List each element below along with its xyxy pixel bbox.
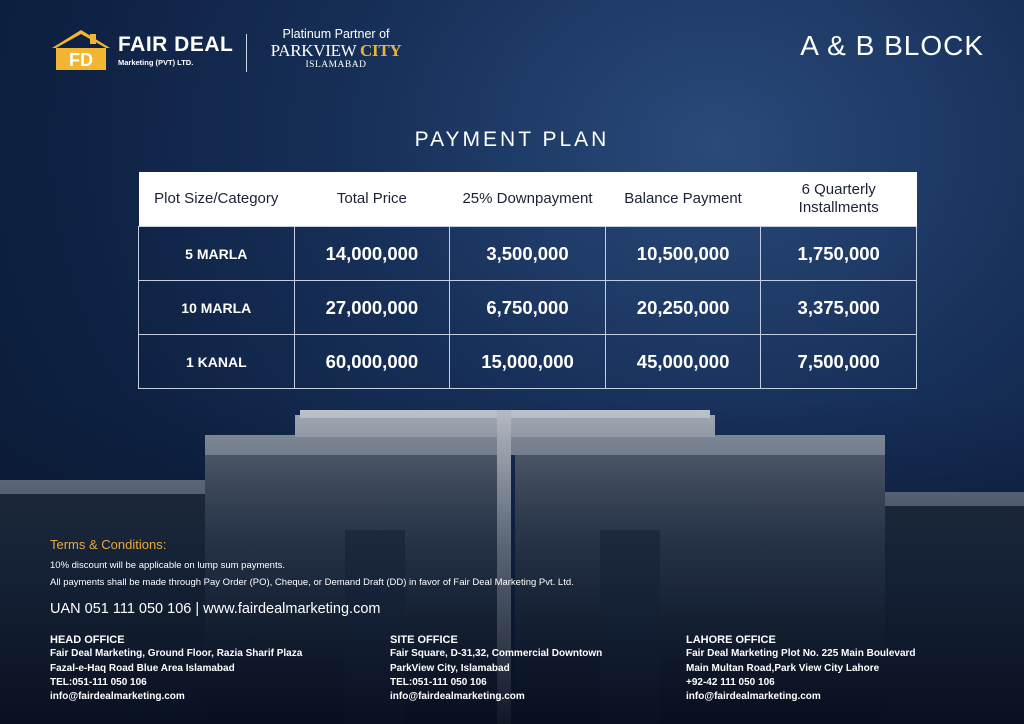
office-line: Fair Square, D-31,32, Commercial Downtown xyxy=(390,648,603,660)
plan-title: PAYMENT PLAN xyxy=(414,128,610,151)
office-email[interactable]: info@fairdealmarketing.com xyxy=(686,691,821,703)
table-cell: 3,375,000 xyxy=(761,281,917,335)
company-subtitle: Marketing (PVT) LTD. xyxy=(118,57,194,67)
office-line: Main Multan Road,Park View City Lahore xyxy=(686,662,880,674)
office-title: LAHORE OFFICE xyxy=(686,634,776,646)
office-phone[interactable]: TEL:051-111 050 106 xyxy=(390,676,487,688)
company-logo[interactable] xyxy=(50,28,233,72)
uan-contact[interactable]: UAN 051 111 050 106 | www.fairdealmarketing.com xyxy=(50,601,381,617)
office-line: Fair Deal Marketing, Ground Floor, Razia Sharif Plaza xyxy=(50,648,303,660)
office-lahore xyxy=(686,633,916,704)
table-cell: 1,750,000 xyxy=(761,227,917,281)
office-line: ParkView City, Islamabad xyxy=(390,662,510,674)
table-cell: 3,500,000 xyxy=(450,227,606,281)
partner-brand: PARKVIEW CITY xyxy=(270,41,402,60)
table-cell: 7,500,000 xyxy=(761,335,917,389)
column-header: 6 Quarterly Installments xyxy=(761,172,917,227)
table-cell: 10,500,000 xyxy=(605,227,761,281)
office-phone[interactable]: TEL:051-111 050 106 xyxy=(50,676,147,688)
column-header: Total Price xyxy=(294,172,450,227)
office-email[interactable]: info@fairdealmarketing.com xyxy=(50,691,185,703)
office-line: Fair Deal Marketing Plot No. 225 Main Boulevard xyxy=(686,648,916,660)
payment-plan-table xyxy=(138,172,917,389)
terms-line: 10% discount will be applicable on lump sum payments. xyxy=(50,560,285,571)
table-cell: 45,000,000 xyxy=(605,335,761,389)
table-row xyxy=(139,335,917,389)
house-logo-icon xyxy=(50,28,112,72)
table-cell: 20,250,000 xyxy=(605,281,761,335)
table-row xyxy=(139,281,917,335)
table-cell: 6,750,000 xyxy=(450,281,606,335)
terms-line: All payments shall be made through Pay Order (PO), Cheque, or Demand Draft (DD) in favor of Fair Deal Marketing Pvt. Ltd. xyxy=(50,577,574,588)
table-cell: 10 MARLA xyxy=(139,281,295,335)
header-divider xyxy=(246,34,247,72)
office-email[interactable]: info@fairdealmarketing.com xyxy=(390,691,525,703)
logo-initials: FD xyxy=(69,50,93,70)
partner-label: Platinum Partner of xyxy=(282,27,390,41)
table-row xyxy=(139,227,917,281)
terms-title: Terms & Conditions: xyxy=(50,537,167,552)
table-cell: 60,000,000 xyxy=(294,335,450,389)
table-cell: 14,000,000 xyxy=(294,227,450,281)
block-title: A & B BLOCK xyxy=(800,30,984,61)
table-cell: 1 KANAL xyxy=(139,335,295,389)
table-cell: 27,000,000 xyxy=(294,281,450,335)
office-title: SITE OFFICE xyxy=(390,634,458,646)
office-title: HEAD OFFICE xyxy=(50,634,125,646)
table-header-row xyxy=(139,172,917,227)
partner-badge xyxy=(270,27,402,70)
column-header: Balance Payment xyxy=(605,172,761,227)
table-cell: 5 MARLA xyxy=(139,227,295,281)
office-phone[interactable]: +92-42 111 050 106 xyxy=(686,676,775,688)
column-header: 25% Downpayment xyxy=(450,172,606,227)
office-line: Fazal-e-Haq Road Blue Area Islamabad xyxy=(50,662,235,674)
table-cell: 15,000,000 xyxy=(450,335,606,389)
column-header: Plot Size/Category xyxy=(139,172,295,227)
office-head xyxy=(50,633,302,704)
office-site xyxy=(390,633,602,704)
company-name: FAIR DEAL xyxy=(118,32,234,56)
partner-city: ISLAMABAD xyxy=(305,60,367,70)
